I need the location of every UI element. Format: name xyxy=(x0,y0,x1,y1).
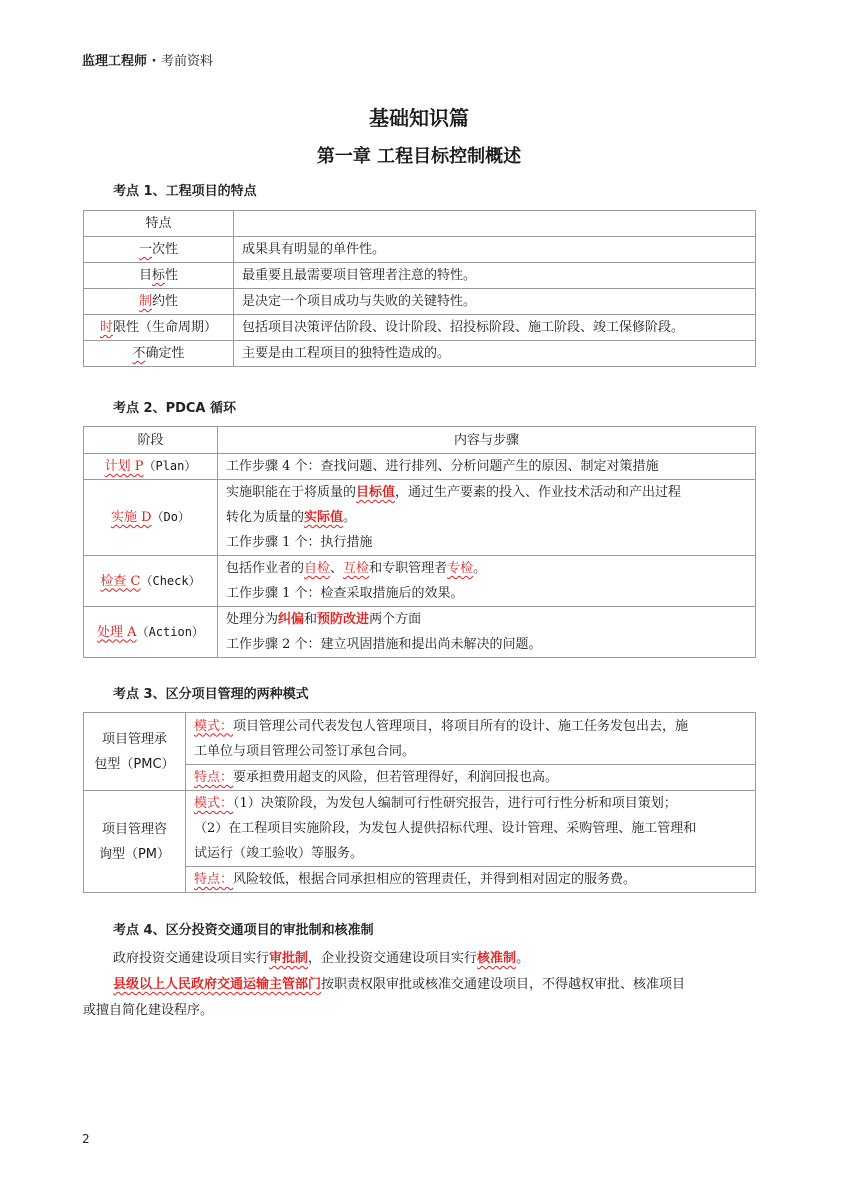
table-row xyxy=(84,341,756,367)
text-span: 项目管理公司代表发包人管理项目，将项目所有的设计、施工任务发包出去，施 xyxy=(233,718,689,734)
phase-cell xyxy=(84,607,218,658)
features-table xyxy=(83,210,756,367)
feature-desc: 成果具有明显的单件性。 xyxy=(234,237,756,263)
table-header-cell: 内容与步骤 xyxy=(218,427,756,454)
header-subtitle: 考前资料 xyxy=(161,54,214,69)
mode-feature xyxy=(186,867,756,893)
mode-tag: 模式： xyxy=(194,718,234,734)
key-term: 审批制 xyxy=(269,951,309,966)
section1-heading: 考点 1、工程项目的特点 xyxy=(113,184,257,199)
text-span: 、 xyxy=(330,561,344,576)
feature-name xyxy=(84,315,234,341)
section3-heading: 考点 3、区分项目管理的两种模式 xyxy=(113,687,309,702)
table-row xyxy=(84,713,756,765)
text-span: 转化为质量的 xyxy=(226,510,305,525)
chapter-title: 第一章 工程目标控制概述 xyxy=(316,146,522,167)
phase-desc: 工作步骤 4 个：查找问题、进行排列、分析问题产生的原因、制定对策措施 xyxy=(218,454,756,480)
text-span: 要承担费用超支的风险，但若管理得好，利润回报也高。 xyxy=(233,770,559,785)
feature-name-rest: 次性 xyxy=(152,242,179,257)
text-span: 实施职能在于将质量的 xyxy=(226,485,357,500)
mode-label-cell xyxy=(84,791,186,893)
text-span: 按职责权限审批或核准交通建设项目，不得越权审批、核准项目 xyxy=(321,977,686,992)
phase-cell xyxy=(84,454,218,480)
table-row xyxy=(84,427,756,454)
text-line: 工作步骤 1 个：执行措施 xyxy=(226,535,373,550)
key-term: 互检 xyxy=(343,561,370,576)
mode-feature xyxy=(186,765,756,791)
text-span: 风险较低，根据合同承担相应的管理责任，并得到相对固定的服务费。 xyxy=(233,872,637,887)
feature-name-rest: 约性 xyxy=(152,294,179,309)
highlight-char: 不 xyxy=(132,346,146,361)
text-line: （2）在工程项目实施阶段，为发包人提供招标代理、设计管理、采购管理、施工管理和 xyxy=(194,821,697,836)
phase-name: 检查 C xyxy=(100,573,141,589)
key-term: 实际值 xyxy=(304,510,344,525)
section2-heading: 考点 2、PDCA 循环 xyxy=(113,401,237,416)
text-span: ，企业投资交通建设项目实行 xyxy=(308,951,478,966)
table-row xyxy=(84,791,756,867)
table-row xyxy=(84,237,756,263)
table-row xyxy=(84,263,756,289)
feature-desc: 是决定一个项目成功与失败的关键特性。 xyxy=(234,289,756,315)
mode-desc xyxy=(186,791,756,867)
text-span: 。 xyxy=(343,510,357,525)
feature-desc: 包括项目决策评估阶段、设计阶段、招投标阶段、施工阶段、竣工保修阶段。 xyxy=(234,315,756,341)
key-term: 纠偏 xyxy=(278,612,305,627)
phase-en: （Action） xyxy=(136,624,204,639)
key-term: 核准制 xyxy=(477,951,517,966)
mode-label-cell xyxy=(84,713,186,791)
phase-en: （Plan） xyxy=(143,459,197,473)
table-row xyxy=(84,315,756,341)
text-span: 包括作业者的 xyxy=(226,561,305,576)
highlight-char: 一 xyxy=(138,242,152,257)
feature-name xyxy=(84,341,234,367)
feature-tag: 特点： xyxy=(194,770,234,785)
table-row xyxy=(84,211,756,237)
text-span: 两个方面 xyxy=(369,612,422,627)
phase-desc xyxy=(218,480,756,556)
key-term: 县级以上人民政府交通运输主管部门 xyxy=(113,977,322,992)
page-number: 2 xyxy=(82,1132,90,1146)
highlight-char: 时 xyxy=(99,320,113,335)
table-row xyxy=(84,480,756,556)
text-line: 工作步骤 1 个：检查采取措施后的效果。 xyxy=(226,586,464,601)
feature-desc: 最重要且最需要项目管理者注意的特性。 xyxy=(234,263,756,289)
mode-desc xyxy=(186,713,756,765)
mode-label-line: 项目管理咨 xyxy=(101,821,167,837)
text-span: （1）决策阶段，为发包人编制可行性研究报告，进行可行性分析和项目策划； xyxy=(233,796,677,811)
feature-name xyxy=(84,237,234,263)
header-title: 监理工程师 xyxy=(82,54,148,69)
phase-cell xyxy=(84,556,218,607)
page-header xyxy=(82,50,213,69)
key-term: 自检 xyxy=(304,561,331,576)
text-line: 工作步骤 2 个：建立巩固措施和提出尚未解决的问题。 xyxy=(226,637,542,652)
feature-name-pre: 目 xyxy=(138,268,152,283)
feature-name xyxy=(84,263,234,289)
phase-cell xyxy=(84,480,218,556)
part-title: 基础知识篇 xyxy=(369,106,469,130)
feature-name-rest: 限性（生命周期） xyxy=(113,320,218,335)
highlight-char: 标 xyxy=(151,268,165,283)
feature-name xyxy=(84,289,234,315)
header-dot: · xyxy=(151,54,157,69)
feature-name-post: 性 xyxy=(165,268,179,283)
mode-tag: 模式： xyxy=(194,796,234,811)
phase-desc xyxy=(218,607,756,658)
phase-name: 实施 D xyxy=(110,510,152,525)
text-span: 和专职管理者 xyxy=(369,561,448,576)
feature-name-rest: 确定性 xyxy=(145,346,185,361)
section4-heading: 考点 4、区分投资交通项目的审批制和核准制 xyxy=(113,923,374,938)
text-span: 处理分为 xyxy=(226,612,279,627)
table-row xyxy=(84,556,756,607)
feature-desc: 主要是由工程项目的独特性造成的。 xyxy=(234,341,756,367)
phase-name: 计划 P xyxy=(104,459,144,474)
pdca-table xyxy=(83,426,756,658)
table-row xyxy=(84,454,756,480)
text-span: 。 xyxy=(516,951,530,966)
table-header-cell: 阶段 xyxy=(84,427,218,454)
feature-tag: 特点： xyxy=(194,872,234,887)
table-header-cell: 特点 xyxy=(84,211,234,237)
table-header-cell xyxy=(234,211,756,237)
key-term: 专检 xyxy=(447,561,474,576)
text-span: 。 xyxy=(473,561,487,576)
text-line: 试运行（竣工验收）等服务。 xyxy=(194,846,364,861)
phase-name: 处理 A xyxy=(97,624,137,640)
text-line: 或擅自简化建设程序。 xyxy=(83,1003,214,1018)
table-row xyxy=(84,607,756,658)
mode-label-line: 包型（PMC） xyxy=(94,756,175,772)
pm-modes-table xyxy=(83,712,756,893)
text-span: 和 xyxy=(304,612,318,627)
phase-en: （Do） xyxy=(151,510,190,524)
text-span: ，通过生产要素的投入、作业技术活动和产出过程 xyxy=(395,485,682,500)
mode-label-line: 询型（PM） xyxy=(98,846,171,862)
phase-en: （Check） xyxy=(140,573,201,588)
highlight-char: 制 xyxy=(138,294,152,309)
paragraph xyxy=(83,946,756,1024)
key-term: 目标值 xyxy=(356,485,396,500)
key-term: 预防改进 xyxy=(317,612,370,627)
phase-desc xyxy=(218,556,756,607)
table-row xyxy=(84,289,756,315)
text-span: 政府投资交通建设项目实行 xyxy=(113,951,270,966)
text-line: 工单位与项目管理公司签订承包合同。 xyxy=(194,743,416,759)
mode-label-line: 项目管理承 xyxy=(101,731,167,747)
